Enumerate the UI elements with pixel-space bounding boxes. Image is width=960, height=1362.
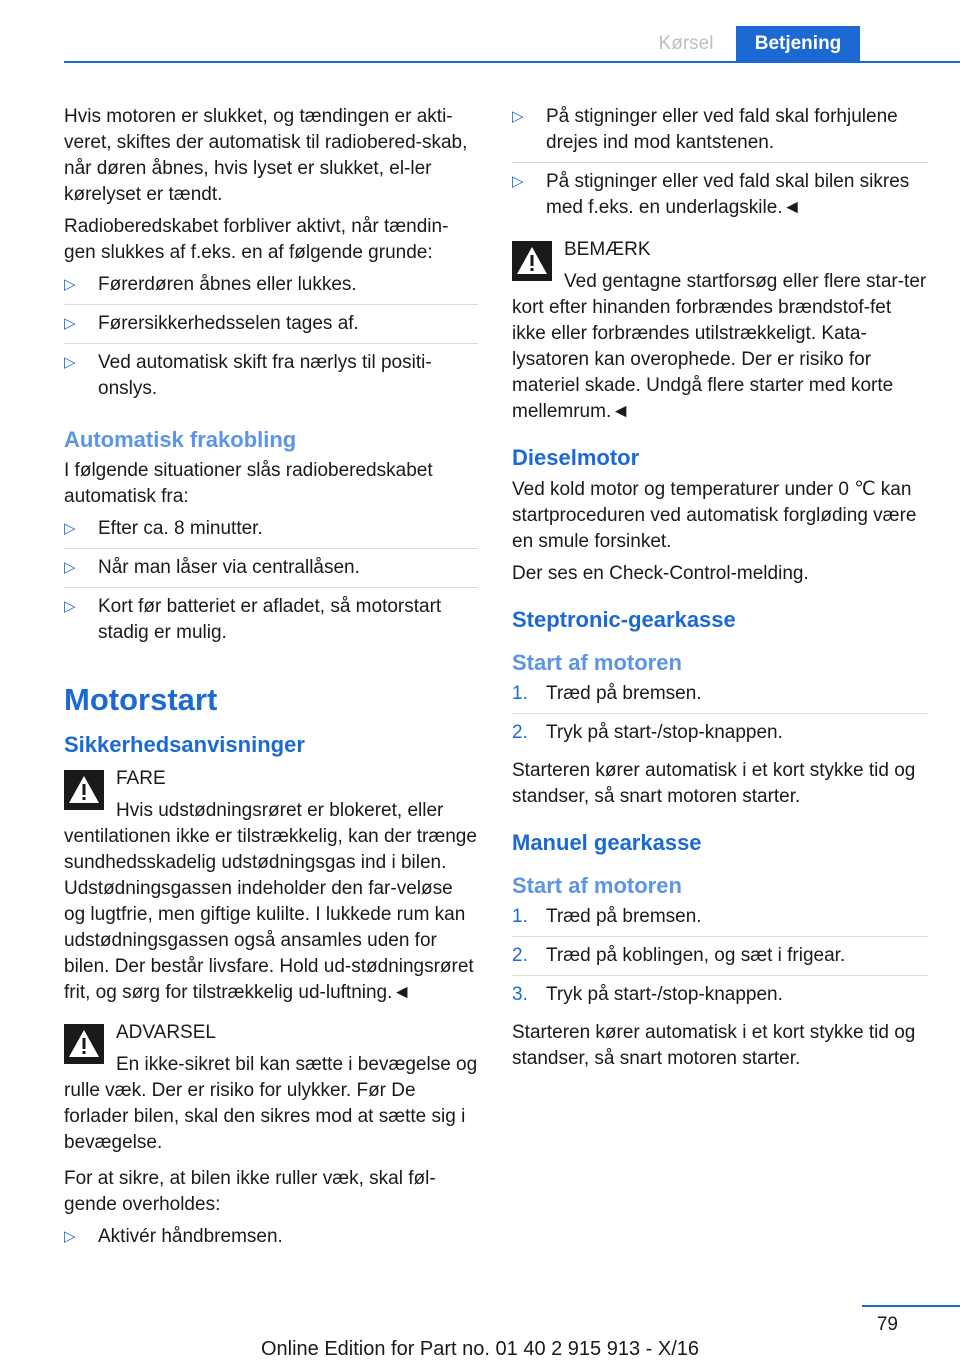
footer-divider [862,1305,960,1307]
auto-shutoff-paragraph: I følgende situationer slås radioberedskabet automatisk fra: [64,460,433,507]
list-item: ▷ Ved automatisk skift fra nærlys til positi-onslys. [64,352,432,399]
motorstart-heading: Motorstart [64,682,218,717]
list-item: ▷ Aktivér håndbremsen. [64,1224,478,1256]
triangle-bullet-icon: ▷ [512,173,524,190]
diesel-paragraph-1: Ved kold motor og temperaturer under 0 ℃ kan startproceduren ved automatisk forgløding være en smule forsinket. [512,479,917,552]
list-item: 2. Træd på koblingen, og sæt i frigear. [512,937,928,976]
left-column [64,104,478,1262]
list-item: 1. Træd på bremsen. [512,904,928,937]
secure-list-continued [512,104,928,227]
notice-warning [512,237,928,425]
secure-list [64,1224,478,1256]
header-divider [64,61,960,63]
steptronic-heading: Steptronic-gearkasse [512,607,736,632]
list-item: ▷ Efter ca. 8 minutter. [64,516,478,549]
manual-gearbox-heading: Manuel gearkasse [512,830,702,855]
list-item: 1. Træd på bremsen. [512,681,928,714]
right-column [512,104,928,1078]
triangle-bullet-icon: ▷ [64,520,76,537]
tab-korsel[interactable]: Kørsel [658,33,714,54]
triangle-bullet-icon: ▷ [64,598,76,615]
list-item: ▷ Når man låser via centrallåsen. [64,549,478,588]
standby-conditions-list [64,272,478,408]
intro-paragraph-1: Hvis motoren er slukket, og tændingen er akti-veret, skiftes der automatisk til radiobered-skab, når døren åbnes, hvis lyset er slukket, el-ler kørelyset er tændt. [64,106,468,205]
list-item: 2. Tryk på start-/stop-knappen. [512,722,783,743]
page-header [0,0,960,62]
triangle-bullet-icon: ▷ [64,559,76,576]
triangle-bullet-icon: ▷ [64,276,76,293]
warning-title: FARE [116,768,166,789]
secure-paragraph: For at sikre, at bilen ikke ruller væk, skal føl-gende overholdes: [64,1168,436,1215]
list-item: ▷ På stigninger eller ved fald skal forhjulene drejes ind mod kantstenen. [512,104,928,163]
list-item: ▷ Kort før batteriet er afladet, så motorstart stadig er mulig. [64,596,442,643]
warning-triangle-icon [64,1024,104,1064]
warning-triangle-icon [512,241,552,281]
diesel-heading: Dieselmotor [512,445,640,470]
warning-body: Ved gentagne startforsøg eller flere star-ter kort efter hinanden forbrændes brændstof-fet ikke eller forbrændes utilstrækkeligt. Kata-lysatoren kan overophede. Der er risiko for materiel skade. Undgå flere starter med korte mellemrum.◄ [512,271,927,422]
start-engine-heading-1: Start af motoren [512,650,682,675]
triangle-bullet-icon: ▷ [64,315,76,332]
list-item: 3. Tryk på start-/stop-knappen. [512,984,783,1005]
warning-body: En ikke-sikret bil kan sætte i bevægelse og rulle væk. Der er risiko for ulykker. Før De forlader bilen, skal den sikres mod at sætte sig i bevægelse. [64,1054,478,1153]
auto-shutoff-heading: Automatisk frakobling [64,427,297,452]
triangle-bullet-icon: ▷ [64,354,76,371]
intro-paragraph-2: Radioberedskabet forbliver aktivt, når tændin-gen slukkes af f.eks. en af følgende grunde: [64,216,449,263]
safety-heading: Sikkerhedsanvisninger [64,732,305,757]
tab-betjening[interactable]: Betjening [736,26,860,62]
start-steps-list-1 [512,681,928,752]
list-item: ▷ Førerdøren åbnes eller lukkes. [64,272,478,305]
starter-paragraph-2: Starteren kører automatisk i et kort stykke tid og standser, så snart motoren starter. [512,1022,916,1069]
edition-line: Online Edition for Part no. 01 40 2 915 913 - X/16 [260,1338,700,1360]
list-item: ▷ Førersikkerhedsselen tages af. [64,305,478,344]
triangle-bullet-icon: ▷ [64,1228,76,1245]
list-item: ▷ På stigninger eller ved fald skal bilen sikres med f.eks. en underlagskile.◄ [512,171,910,218]
danger-warning [64,766,478,1006]
warning-title: BEMÆRK [564,239,651,260]
diesel-paragraph-2: Der ses en Check-Control-melding. [512,563,809,584]
auto-shutoff-list [64,516,478,652]
page-number: 79 [876,1314,898,1335]
start-engine-heading-2: Start af motoren [512,873,682,898]
start-steps-list-2 [512,904,928,1014]
warning-body: Hvis udstødningsrøret er blokeret, eller ventilationen ikke er tilstrækkelig, kan der trænge sundhedsskadelig udstødningsgas ind i bilen. Udstødningsgassen indeholder den far-veløse og lugtfrie, men giftige kulilte. I lukkede rum kan udstødningsgassen også ansamles uden for bilen. Der består livsfare. Hold ud-stødningsrøret frit, og sørg for tilstrækkelig ud-luftning.◄ [64,800,477,1003]
starter-paragraph-1: Starteren kører automatisk i et kort stykke tid og standser, så snart motoren starter. [512,760,916,807]
warning-triangle-icon [64,770,104,810]
caution-warning [64,1020,478,1156]
triangle-bullet-icon: ▷ [512,108,524,125]
warning-title: ADVARSEL [116,1022,216,1043]
